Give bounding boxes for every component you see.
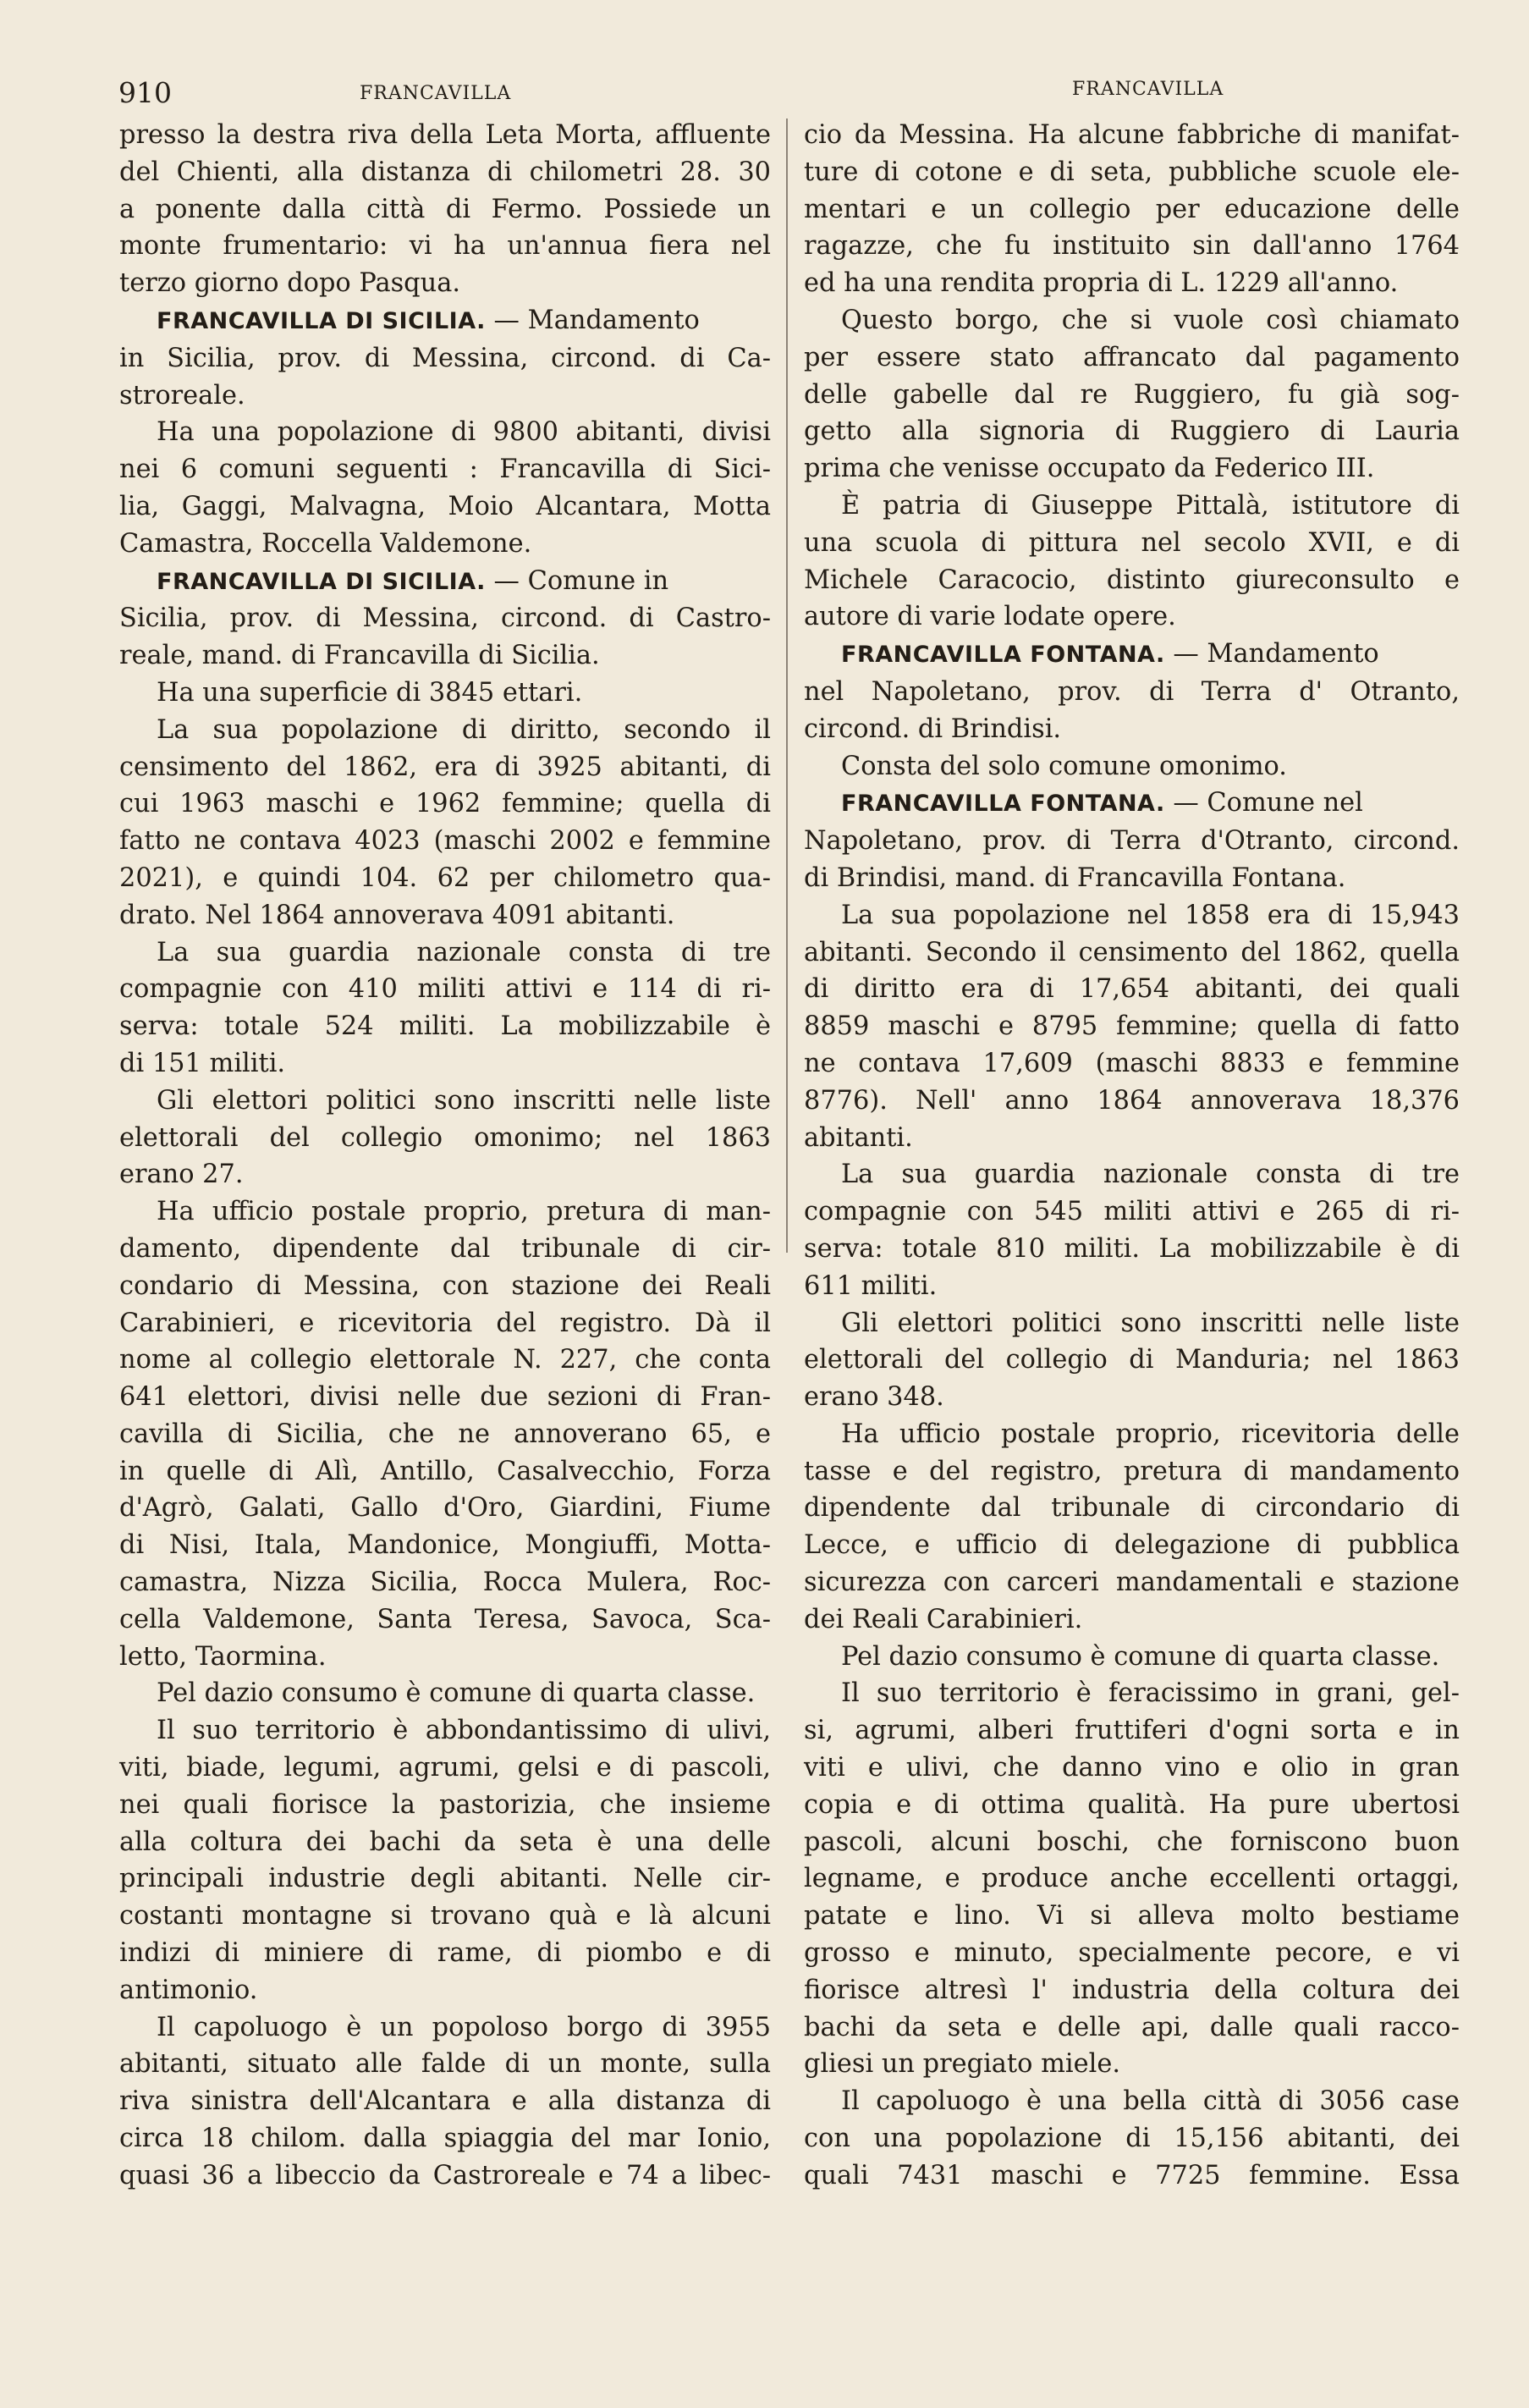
text-line: La sua popolazione di diritto, secondo il xyxy=(157,714,771,745)
text-line: ed ha una rendita propria di L. 1229 all'anno. xyxy=(804,268,1399,299)
text-line: condario di Messina, con stazione dei Reali xyxy=(119,1270,771,1301)
text-line: Michele Caracocio, distinto giureconsulto e xyxy=(804,565,1460,595)
text-line: camastra, Nizza Sicilia, Rocca Mulera, Roc- xyxy=(119,1568,771,1598)
text-line: fatto ne contava 4023 (maschi 2002 e femmine xyxy=(119,826,771,857)
column-divider xyxy=(786,118,788,1253)
text-line: di Nisi, Itala, Mandonice, Mongiuffi, Motta- xyxy=(119,1530,771,1561)
text-line: legname, e produce anche eccellenti ortaggi, xyxy=(804,1864,1460,1894)
text-line: gliesi un pregiato miele. xyxy=(804,2049,1120,2080)
text-line: serva: totale 524 militi. La mobilizzabile è xyxy=(119,1011,771,1042)
text-line: Il capoluogo è un popoloso borgo di 3955 xyxy=(157,2012,771,2042)
text-line: La sua popolazione nel 1858 era di 15,943 xyxy=(841,900,1460,930)
text-line: La sua guardia nazionale consta di tre xyxy=(841,1160,1460,1190)
text-line: quasi 36 a libeccio da Castroreale e 74 a libec- xyxy=(119,2160,771,2190)
text-line: quali 7431 maschi e 7725 femmine. Essa xyxy=(804,2160,1460,2190)
text-line: La sua guardia nazionale consta di tre xyxy=(157,937,771,967)
text-line: Ha ufficio postale proprio, ricevitoria delle xyxy=(841,1419,1460,1449)
text-line: Questo borgo, che si vuole così chiamato xyxy=(841,305,1460,335)
text-line: censimento del 1862, era di 3925 abitanti, di xyxy=(119,752,771,782)
text-line: erano 348. xyxy=(804,1382,944,1413)
text-line: riva sinistra dell'Alcantara e alla distanza di xyxy=(119,2086,771,2117)
text-line: dipendente dal tribunale di circondario di xyxy=(804,1493,1460,1524)
text-line: 611 militi. xyxy=(804,1270,938,1301)
left-column xyxy=(119,117,771,2195)
text-line: in quelle di Alì, Antillo, Casalvecchio, Forza xyxy=(119,1456,771,1486)
text-line: copia e di ottima qualità. Ha pure ubertosi xyxy=(804,1789,1460,1820)
entry-title: FRANCAVILLA FONTANA. xyxy=(841,642,1165,669)
text-line: 2021), e quindi 104. 62 per chilometro qua- xyxy=(119,862,771,893)
text-line: sicurezza con carceri mandamentali e stazione xyxy=(804,1568,1460,1598)
text-line: 8776). Nell' anno 1864 annoverava 18,376 xyxy=(804,1085,1460,1116)
text-line: di 151 militi. xyxy=(119,1048,286,1078)
text-line: dei Reali Carabinieri. xyxy=(804,1604,1083,1634)
text-line: compagnie con 545 militi attivi e 265 di ri- xyxy=(804,1197,1460,1227)
text-line: elettorali del collegio di Manduria; nel 1863 xyxy=(804,1345,1460,1375)
text-line: drato. Nel 1864 annoverava 4091 abitanti. xyxy=(119,900,675,930)
text-line: indizi di miniere di rame, di piombo e di xyxy=(119,1938,771,1969)
text-line: autore di varie lodate opere. xyxy=(804,602,1176,632)
text-line: ne contava 17,609 (maschi 8833 e femmine xyxy=(804,1048,1460,1078)
text-line: circond. di Brindisi. xyxy=(804,714,1062,744)
text-line: Gli elettori politici sono inscritti nelle liste xyxy=(157,1085,771,1116)
text-line: Ha una superficie di 3845 ettari. xyxy=(157,677,583,708)
text-line: serva: totale 810 militi. La mobilizzabile è di xyxy=(804,1233,1460,1264)
text-line: circa 18 chilom. dalla spiaggia del mar Ionio, xyxy=(119,2124,771,2154)
entry-heading-rest: — Mandamento xyxy=(485,305,700,335)
text-line: Il suo territorio è abbondantissimo di ulivi, xyxy=(157,1716,771,1746)
text-line: Il capoluogo è una bella città di 3056 case xyxy=(841,2086,1460,2117)
text-line: bachi da seta e delle api, dalle quali racco- xyxy=(804,2012,1460,2042)
text-line: erano 27. xyxy=(119,1160,244,1190)
text-line: lia, Gaggi, Malvagna, Moio Alcantara, Motta xyxy=(119,491,771,521)
text-line: viti, biade, legumi, agrumi, gelsi e di pascoli, xyxy=(119,1753,771,1783)
text-line: patate e lino. Vi si alleva molto bestiame xyxy=(804,1901,1460,1931)
text-line: delle gabelle dal re Ruggiero, fu già sog- xyxy=(804,379,1460,410)
text-line: Consta del solo comune omonimo. xyxy=(841,751,1287,781)
text-line: 641 elettori, divisi nelle due sezioni di Fran- xyxy=(119,1382,771,1413)
text-line: Pel dazio consumo è comune di quarta classe. xyxy=(157,1678,756,1709)
text-line: di Brindisi, mand. di Francavilla Fontana. xyxy=(804,862,1346,893)
text-line: 8859 maschi e 8795 femmine; quella di fatto xyxy=(804,1011,1460,1042)
text-line: damento, dipendente dal tribunale di cir- xyxy=(119,1233,771,1264)
text-line: una scuola di pittura nel secolo XVII, e di xyxy=(804,527,1460,558)
text-line: compagnie con 410 militi attivi e 114 di ri- xyxy=(119,974,771,1005)
text-line: cavilla di Sicilia, che ne annoverano 65, e xyxy=(119,1419,771,1449)
text-line: Sicilia, prov. di Messina, circond. di Castro- xyxy=(119,603,771,634)
text-line: Ha una popolazione di 9800 abitanti, divisi xyxy=(157,417,771,448)
text-line: alla coltura dei bachi da seta è una delle xyxy=(119,1827,771,1857)
text-line: grosso e minuto, specialmente pecore, e vi xyxy=(804,1938,1460,1969)
text-line: elettorali del collegio omonimo; nel 1863 xyxy=(119,1122,771,1153)
entry-heading-rest: — Mandamento xyxy=(1164,639,1379,670)
text-line: reale, mand. di Francavilla di Sicilia. xyxy=(119,641,600,671)
entry-title: FRANCAVILLA DI SICILIA. xyxy=(157,307,486,334)
text-line: Camastra, Roccella Valdemone. xyxy=(119,528,532,559)
right-column xyxy=(804,117,1460,2195)
page-header xyxy=(118,76,1455,118)
text-line: fiorisce altresì l' industria della coltura dei xyxy=(804,1975,1460,2005)
text-line: stroreale. xyxy=(119,380,245,411)
text-line: viti e ulivi, che danno vino e olio in gran xyxy=(804,1753,1460,1783)
text-line: nome al collegio elettorale N. 227, che conta xyxy=(119,1345,771,1375)
running-title-left: FRANCAVILLA xyxy=(360,83,512,104)
text-line: si, agrumi, alberi fruttiferi d'ogni sorta e in xyxy=(804,1716,1460,1746)
text-line: di diritto era di 17,654 abitanti, dei quali xyxy=(804,974,1460,1005)
text-line: getto alla signoria di Ruggiero di Lauria xyxy=(804,416,1460,447)
text-line: a ponente dalla città di Fermo. Possiede un xyxy=(119,194,771,224)
text-line: terzo giorno dopo Pasqua. xyxy=(119,268,460,299)
text-line: Carabinieri, e ricevitoria del registro. Dà il xyxy=(119,1308,771,1338)
entry-heading-rest: — Comune nel xyxy=(1164,788,1363,818)
entry-title: FRANCAVILLA DI SICILIA. xyxy=(157,568,486,595)
text-line: tasse e del registro, pretura di mandamento xyxy=(804,1456,1460,1486)
text-line: Napoletano, prov. di Terra d'Otranto, circond. xyxy=(804,826,1460,857)
text-line: prima che venisse occupato da Federico III. xyxy=(804,454,1375,484)
text-line: cio da Messina. Ha alcune fabbriche di manifat- xyxy=(804,120,1460,150)
entry-heading-line xyxy=(804,785,1460,823)
text-line: cella Valdemone, Santa Teresa, Savoca, Sca- xyxy=(119,1604,771,1634)
text-line: con una popolazione di 15,156 abitanti, dei xyxy=(804,2124,1460,2154)
entry-heading-line xyxy=(119,563,771,601)
text-line: per essere stato affrancato dal pagamento xyxy=(804,342,1460,372)
text-line: abitanti, situato alle falde di un monte, sulla xyxy=(119,2049,771,2080)
text-line: principali industrie degli abitanti. Nelle cir- xyxy=(119,1864,771,1894)
text-line: Gli elettori politici sono inscritti nelle liste xyxy=(841,1308,1460,1338)
text-line: cui 1963 maschi e 1962 femmine; quella di xyxy=(119,789,771,819)
text-line: d'Agrò, Galati, Gallo d'Oro, Giardini, Fiume xyxy=(119,1493,771,1524)
text-line: ragazze, che fu instituito sin dall'anno 1764 xyxy=(804,231,1460,262)
text-line: ture di cotone e di seta, pubbliche scuole ele- xyxy=(804,157,1460,187)
text-line: presso la destra riva della Leta Morta, affluente xyxy=(119,120,771,150)
running-title-right: FRANCAVILLA xyxy=(1072,79,1224,100)
entry-title: FRANCAVILLA FONTANA. xyxy=(841,791,1165,818)
text-line: nei 6 comuni seguenti : Francavilla di Sici- xyxy=(119,455,771,485)
text-line: monte frumentario: vi ha un'annua fiera nel xyxy=(119,231,771,262)
text-line: mentari e un collegio per educazione delle xyxy=(804,194,1460,224)
text-line: letto, Taormina. xyxy=(119,1641,327,1672)
text-line: del Chienti, alla distanza di chilometri 28. 30 xyxy=(119,157,771,187)
entry-heading-line xyxy=(119,302,771,340)
text-line: Il suo territorio è feracissimo in grani, gel- xyxy=(841,1678,1460,1709)
text-line: Lecce, e ufficio di delegazione di pubblica xyxy=(804,1530,1460,1561)
text-line: È patria di Giuseppe Pittalà, istitutore di xyxy=(841,490,1460,521)
text-line: in Sicilia, prov. di Messina, circond. di Ca- xyxy=(119,343,771,373)
page-number: 910 xyxy=(118,76,172,109)
text-line: Ha ufficio postale proprio, pretura di man- xyxy=(157,1197,771,1227)
text-line: abitanti. Secondo il censimento del 1862, quella xyxy=(804,937,1460,967)
text-line: nel Napoletano, prov. di Terra d' Otranto, xyxy=(804,676,1460,707)
entry-heading-line xyxy=(804,636,1460,674)
text-line: antimonio. xyxy=(119,1975,258,2005)
text-line: abitanti. xyxy=(804,1122,913,1153)
entry-heading-rest: — Comune in xyxy=(485,565,669,596)
text-line: nei quali fiorisce la pastorizia, che insieme xyxy=(119,1789,771,1820)
text-line: costanti montagne si trovano quà e là alcuni xyxy=(119,1901,771,1931)
text-line: pascoli, alcuni boschi, che forniscono buon xyxy=(804,1827,1460,1857)
text-line: Pel dazio consumo è comune di quarta classe. xyxy=(841,1641,1440,1672)
